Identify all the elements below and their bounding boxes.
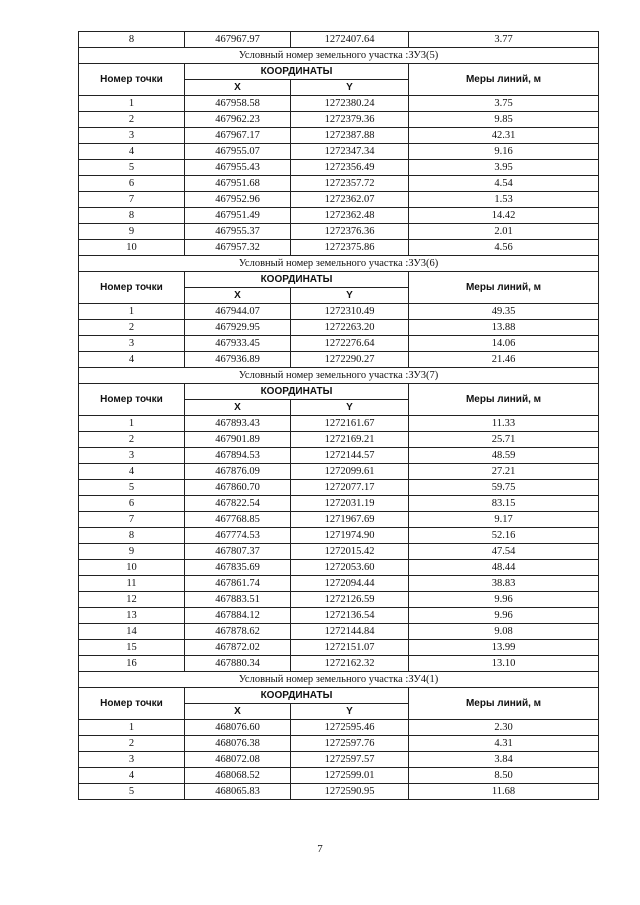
point-number: 16 [79, 656, 185, 672]
coord-x: 467955.43 [185, 160, 291, 176]
table-row [79, 448, 599, 464]
point-number: 10 [79, 560, 185, 576]
table-row [79, 320, 599, 336]
section-title: Условный номер земельного участка :ЗУ4(1) [79, 672, 599, 688]
point-number: 4 [79, 464, 185, 480]
table-row [79, 624, 599, 640]
coord-x: 467822.54 [185, 496, 291, 512]
point-number: 5 [79, 784, 185, 800]
coord-x: 467951.49 [185, 208, 291, 224]
coord-x: 467835.69 [185, 560, 291, 576]
coord-y: 1272347.34 [291, 144, 409, 160]
coord-x: 467936.89 [185, 352, 291, 368]
header-row [79, 688, 599, 704]
section-title-row [79, 256, 599, 272]
point-number: 7 [79, 512, 185, 528]
line-length: 8.50 [409, 768, 599, 784]
coord-y: 1272263.20 [291, 320, 409, 336]
line-length: 59.75 [409, 480, 599, 496]
coord-x: 467893.43 [185, 416, 291, 432]
coord-y: 1272375.86 [291, 240, 409, 256]
coord-y: 1272362.48 [291, 208, 409, 224]
table-row [79, 544, 599, 560]
header-line-lengths: Меры линий, м [409, 384, 599, 416]
table-row [79, 96, 599, 112]
coord-y: 1271967.69 [291, 512, 409, 528]
coord-y: 1272595.46 [291, 720, 409, 736]
coord-y: 1272136.54 [291, 608, 409, 624]
coord-y: 1272151.07 [291, 640, 409, 656]
header-y: Y [291, 400, 409, 416]
line-length: 13.99 [409, 640, 599, 656]
point-number: 4 [79, 144, 185, 160]
coord-x: 467958.58 [185, 96, 291, 112]
header-row [79, 272, 599, 288]
coord-y: 1272053.60 [291, 560, 409, 576]
coord-x: 467955.37 [185, 224, 291, 240]
coord-y: 1272387.88 [291, 128, 409, 144]
coord-y: 1272379.36 [291, 112, 409, 128]
section-title: Условный номер земельного участка :ЗУ3(7) [79, 368, 599, 384]
table-row [79, 416, 599, 432]
page-number: 7 [317, 843, 323, 855]
point-number: 11 [79, 576, 185, 592]
line-length: 9.85 [409, 112, 599, 128]
line-length: 14.42 [409, 208, 599, 224]
header-row [79, 384, 599, 400]
header-x: X [185, 400, 291, 416]
header-point-number: Номер точки [79, 272, 185, 304]
header-point-number: Номер точки [79, 384, 185, 416]
line-length: 11.68 [409, 784, 599, 800]
header-x: X [185, 288, 291, 304]
point-number: 5 [79, 480, 185, 496]
point-number: 2 [79, 736, 185, 752]
table-row [79, 608, 599, 624]
point-number: 15 [79, 640, 185, 656]
table-row [79, 224, 599, 240]
header-point-number: Номер точки [79, 64, 185, 96]
coord-x: 467894.53 [185, 448, 291, 464]
coord-x: 467876.09 [185, 464, 291, 480]
table-row [79, 512, 599, 528]
coord-y: 1272015.42 [291, 544, 409, 560]
header-coordinates: КООРДИНАТЫ [185, 64, 409, 80]
section-title: Условный номер земельного участка :ЗУ3(6) [79, 256, 599, 272]
coord-x: 467872.02 [185, 640, 291, 656]
section-title-row [79, 672, 599, 688]
coord-y: 1272169.21 [291, 432, 409, 448]
line-length: 21.46 [409, 352, 599, 368]
coord-y: 1272599.01 [291, 768, 409, 784]
point-number: 7 [79, 192, 185, 208]
point-number: 1 [79, 304, 185, 320]
coord-y: 1272356.49 [291, 160, 409, 176]
coordinates-table [78, 31, 599, 800]
point-number: 2 [79, 112, 185, 128]
point-number: 10 [79, 240, 185, 256]
table-row [79, 656, 599, 672]
line-length: 14.06 [409, 336, 599, 352]
point-number: 3 [79, 448, 185, 464]
coord-x: 467878.62 [185, 624, 291, 640]
line-length: 4.56 [409, 240, 599, 256]
coord-y: 1272276.64 [291, 336, 409, 352]
point-number: 6 [79, 176, 185, 192]
point-number: 9 [79, 224, 185, 240]
line-length: 27.21 [409, 464, 599, 480]
table-row [79, 112, 599, 128]
coord-x: 467880.34 [185, 656, 291, 672]
table-row [79, 752, 599, 768]
coord-x: 467883.51 [185, 592, 291, 608]
table-row [79, 304, 599, 320]
coord-x: 467952.96 [185, 192, 291, 208]
coord-y: 1272380.24 [291, 96, 409, 112]
point-number: 3 [79, 128, 185, 144]
point-number: 1 [79, 720, 185, 736]
table-row [79, 128, 599, 144]
line-length: 9.96 [409, 592, 599, 608]
line-length: 2.30 [409, 720, 599, 736]
section-title: Условный номер земельного участка :ЗУ3(5) [79, 48, 599, 64]
header-x: X [185, 80, 291, 96]
table-row [79, 736, 599, 752]
line-length: 3.75 [409, 96, 599, 112]
line-length: 1.53 [409, 192, 599, 208]
table-row [79, 496, 599, 512]
point-number: 5 [79, 160, 185, 176]
coord-x: 467929.95 [185, 320, 291, 336]
coord-x: 467951.68 [185, 176, 291, 192]
table-row [79, 560, 599, 576]
coord-y: 1272362.07 [291, 192, 409, 208]
line-length: 83.15 [409, 496, 599, 512]
coord-x: 468072.08 [185, 752, 291, 768]
table-row [79, 208, 599, 224]
coord-y: 1272162.32 [291, 656, 409, 672]
header-coordinates: КООРДИНАТЫ [185, 384, 409, 400]
coord-y: 1272590.95 [291, 784, 409, 800]
coord-x: 467861.74 [185, 576, 291, 592]
coord-y: 1272144.84 [291, 624, 409, 640]
header-line-lengths: Меры линий, м [409, 688, 599, 720]
point-number: 14 [79, 624, 185, 640]
line-length: 9.17 [409, 512, 599, 528]
point-number: 1 [79, 96, 185, 112]
coord-y: 1272597.76 [291, 736, 409, 752]
point-number: 9 [79, 544, 185, 560]
coord-y: 1272077.17 [291, 480, 409, 496]
coord-x: 467884.12 [185, 608, 291, 624]
document-page [78, 31, 598, 800]
coord-x: 468065.83 [185, 784, 291, 800]
header-row [79, 64, 599, 80]
coord-x: 467933.45 [185, 336, 291, 352]
table-row [79, 784, 599, 800]
line-length: 52.16 [409, 528, 599, 544]
coord-y: 1272161.67 [291, 416, 409, 432]
point-number: 12 [79, 592, 185, 608]
section-title-row [79, 48, 599, 64]
table-row [79, 432, 599, 448]
line-length: 13.88 [409, 320, 599, 336]
point-number: 2 [79, 320, 185, 336]
coord-x: 467774.53 [185, 528, 291, 544]
coord-y: 1272144.57 [291, 448, 409, 464]
line-length: 11.33 [409, 416, 599, 432]
header-y: Y [291, 704, 409, 720]
line-length: 13.10 [409, 656, 599, 672]
table-row [79, 480, 599, 496]
point-number: 1 [79, 416, 185, 432]
line-length: 9.08 [409, 624, 599, 640]
table-row [79, 176, 599, 192]
line-length: 4.31 [409, 736, 599, 752]
table-row [79, 32, 599, 48]
table-row [79, 192, 599, 208]
table-row [79, 464, 599, 480]
coord-x: 467768.85 [185, 512, 291, 528]
header-y: Y [291, 288, 409, 304]
header-point-number: Номер точки [79, 688, 185, 720]
coord-y: 1271974.90 [291, 528, 409, 544]
coord-y: 1272094.44 [291, 576, 409, 592]
line-length: 2.01 [409, 224, 599, 240]
coord-x: 467967.17 [185, 128, 291, 144]
coord-y: 1272597.57 [291, 752, 409, 768]
table-row [79, 576, 599, 592]
header-coordinates: КООРДИНАТЫ [185, 688, 409, 704]
point-number: 6 [79, 496, 185, 512]
line-length: 9.96 [409, 608, 599, 624]
header-line-lengths: Меры линий, м [409, 272, 599, 304]
line-length: 9.16 [409, 144, 599, 160]
coord-y: 1272031.19 [291, 496, 409, 512]
point-number: 13 [79, 608, 185, 624]
point-number: 4 [79, 352, 185, 368]
header-x: X [185, 704, 291, 720]
coord-y: 1272357.72 [291, 176, 409, 192]
coord-y: 1272376.36 [291, 224, 409, 240]
coord-x: 468076.38 [185, 736, 291, 752]
coord-y: 1272290.27 [291, 352, 409, 368]
line-length: 3.95 [409, 160, 599, 176]
table-row [79, 336, 599, 352]
coord-y: 1272099.61 [291, 464, 409, 480]
header-line-lengths: Меры линий, м [409, 64, 599, 96]
coord-y: 1272310.49 [291, 304, 409, 320]
table-row [79, 640, 599, 656]
coord-x: 467957.32 [185, 240, 291, 256]
point-number: 8 [79, 208, 185, 224]
coord-x: 467944.07 [185, 304, 291, 320]
line-length: 48.59 [409, 448, 599, 464]
table-row [79, 352, 599, 368]
point-number: 3 [79, 336, 185, 352]
point-number: 8 [79, 32, 185, 48]
line-length: 3.84 [409, 752, 599, 768]
coord-x: 467807.37 [185, 544, 291, 560]
table-row [79, 720, 599, 736]
table-row [79, 144, 599, 160]
line-length: 4.54 [409, 176, 599, 192]
coord-x: 467962.23 [185, 112, 291, 128]
table-row [79, 528, 599, 544]
coord-x: 467955.07 [185, 144, 291, 160]
line-length: 25.71 [409, 432, 599, 448]
coord-y: 1272407.64 [291, 32, 409, 48]
table-row [79, 768, 599, 784]
section-title-row [79, 368, 599, 384]
line-length: 47.54 [409, 544, 599, 560]
line-length: 48.44 [409, 560, 599, 576]
point-number: 3 [79, 752, 185, 768]
table-row [79, 160, 599, 176]
coord-y: 1272126.59 [291, 592, 409, 608]
point-number: 8 [79, 528, 185, 544]
table-row [79, 592, 599, 608]
header-coordinates: КООРДИНАТЫ [185, 272, 409, 288]
table-row [79, 240, 599, 256]
header-y: Y [291, 80, 409, 96]
coord-x: 467860.70 [185, 480, 291, 496]
coord-x: 467967.97 [185, 32, 291, 48]
line-length: 42.31 [409, 128, 599, 144]
line-length: 3.77 [409, 32, 599, 48]
coord-x: 467901.89 [185, 432, 291, 448]
coord-x: 468076.60 [185, 720, 291, 736]
point-number: 2 [79, 432, 185, 448]
line-length: 49.35 [409, 304, 599, 320]
line-length: 38.83 [409, 576, 599, 592]
coord-x: 468068.52 [185, 768, 291, 784]
point-number: 4 [79, 768, 185, 784]
